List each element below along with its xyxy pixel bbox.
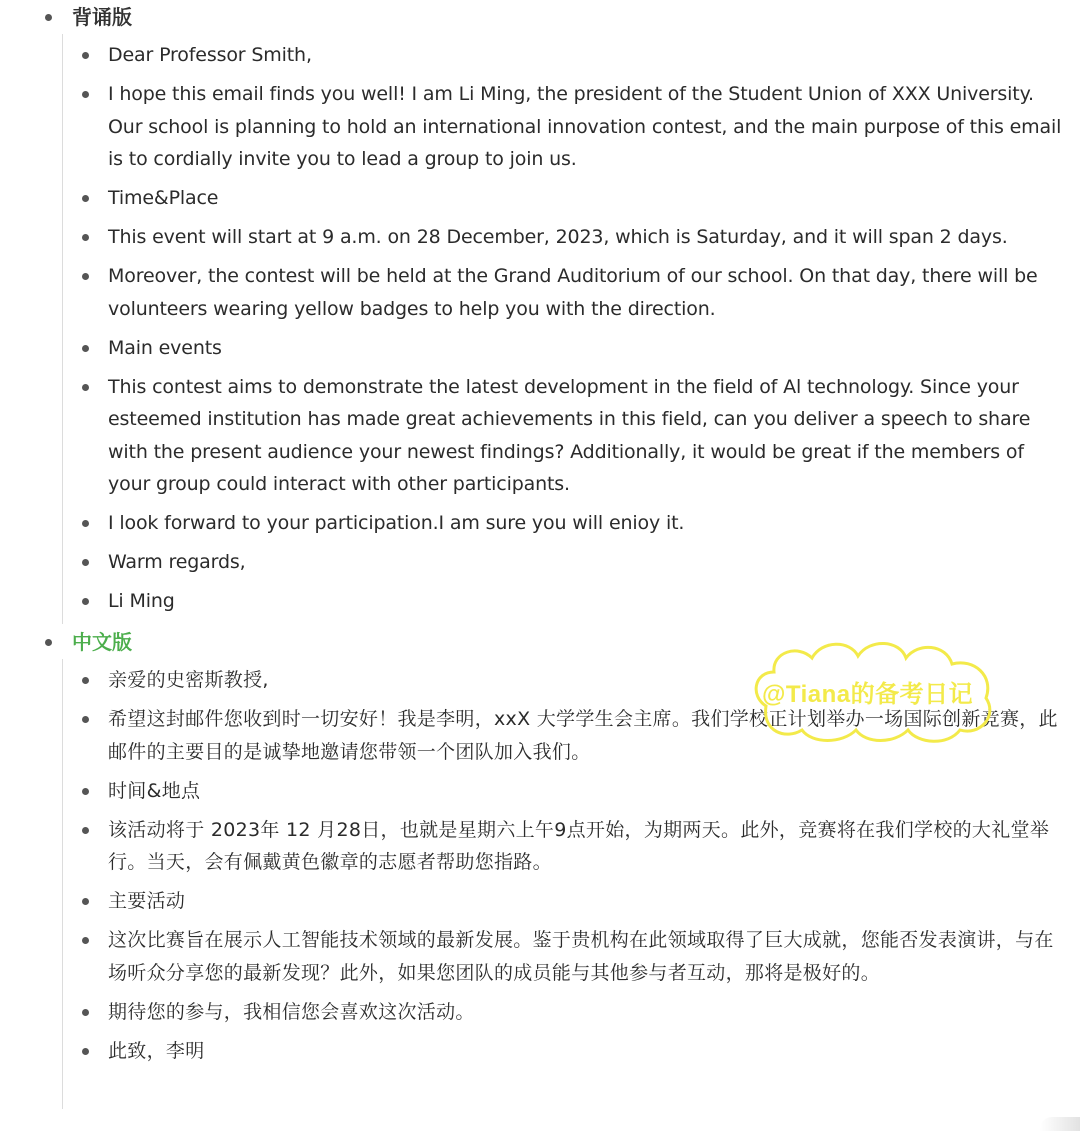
item-text: This event will start at 9 a.m. on 28 December, 2023, which is Saturday, and it will span 2 days. [108, 226, 1008, 248]
list-item[interactable] [0, 507, 1080, 540]
bullet-icon [82, 91, 89, 98]
list-item[interactable] [0, 260, 1080, 325]
item-text: Dear Professor Smith, [108, 44, 312, 66]
item-text: 希望这封邮件您收到时一切安好！我是李明，xxX 大学学生会主席。我们学校正计划举办一场国际创新竞赛，此邮件的主要目的是诚挚地邀请您带领一个团队加入我们。 [108, 708, 1058, 763]
list-item[interactable] [0, 39, 1080, 72]
item-text: Main events [108, 336, 222, 359]
item-text: 亲爱的史密斯教授, [108, 669, 269, 691]
item-text: 时间&地点 [108, 779, 201, 802]
list-item[interactable] [0, 371, 1080, 501]
bullet-icon [82, 273, 89, 280]
corner-shadow [1040, 1117, 1080, 1131]
bullet-icon [82, 1048, 89, 1055]
item-list-english [0, 39, 1080, 618]
list-item[interactable] [0, 182, 1080, 215]
list-item[interactable] [0, 1035, 1080, 1068]
watermark-text: @Tiana的备考日记 [762, 681, 974, 708]
list-item[interactable] [0, 996, 1080, 1029]
bullet-icon [82, 559, 89, 566]
item-text: Li Ming [108, 590, 175, 612]
bullet-icon [82, 384, 89, 391]
item-text: I look forward to your participation.I am sure you will enioy it. [108, 512, 685, 534]
item-text: Moreover, the contest will be held at the Grand Auditorium of our school. On that day, there will be volunteers wearing yellow badges to help you with the direction. [108, 265, 1038, 320]
bullet-icon [82, 716, 89, 723]
list-item[interactable] [0, 775, 1080, 808]
section-title-chinese: 中文版 [72, 630, 132, 654]
list-item[interactable] [0, 585, 1080, 618]
item-text: I hope this email finds you well! I am Li Ming, the president of the Student Union of XXX University. Our school is planning to hold an international innovation contest, and the main purpose of this email is to cordially invite you to lead a group to join us. [108, 83, 1062, 170]
item-text: 此致，李明 [108, 1039, 205, 1062]
list-item[interactable] [0, 546, 1080, 579]
item-text: Time&Place [108, 187, 219, 209]
bullet-icon [82, 788, 89, 795]
item-text: 该活动将于 2023年 12 月28日，也就是星期六上午9点开始，为期两天。此外，竞赛将在我们学校的大礼堂举行。当天，会有佩戴黄色徽章的志愿者帮助您指路。 [108, 818, 1050, 873]
bullet-icon [82, 598, 89, 605]
bullet-icon [82, 937, 89, 944]
bullet-icon [82, 1009, 89, 1016]
bullet-icon [82, 827, 89, 834]
list-item[interactable] [0, 78, 1080, 176]
bullet-icon [82, 520, 89, 527]
item-text: This contest aims to demonstrate the latest development in the field of Al technology. Since your esteemed institution has made great achievements in this field, can you deliver a speech to share with the present audience your newest findings? Additionally, it would be great if the members of your group could interact with other participants. [108, 375, 1031, 495]
bullet-icon [45, 14, 52, 21]
bullet-icon [82, 345, 89, 352]
list-item[interactable] [0, 814, 1080, 879]
list-item[interactable] [0, 332, 1080, 365]
item-text: 这次比赛旨在展示人工智能技术领域的最新发展。鉴于贵机构在此领域取得了巨大成就，您能否发表演讲，与在场听众分享您的最新发现？此外，如果您团队的成员能与其他参与者互动，那将是极好的。 [108, 929, 1054, 984]
bullet-icon [82, 195, 89, 202]
list-item[interactable] [0, 924, 1080, 989]
bullet-icon [82, 898, 89, 905]
bullet-icon [45, 639, 52, 646]
list-item[interactable] [0, 885, 1080, 918]
list-item[interactable] [0, 221, 1080, 254]
item-text: 期待您的参与，我相信您会喜欢这次活动。 [108, 1000, 475, 1023]
item-text: Warm regards, [108, 551, 246, 573]
item-text: 主要活动 [108, 890, 186, 912]
section-header[interactable] [0, 0, 1080, 34]
bullet-icon [82, 234, 89, 241]
bullet-icon [82, 677, 89, 684]
section-title-recitation: 背诵版 [72, 5, 132, 29]
bullet-icon [82, 52, 89, 59]
